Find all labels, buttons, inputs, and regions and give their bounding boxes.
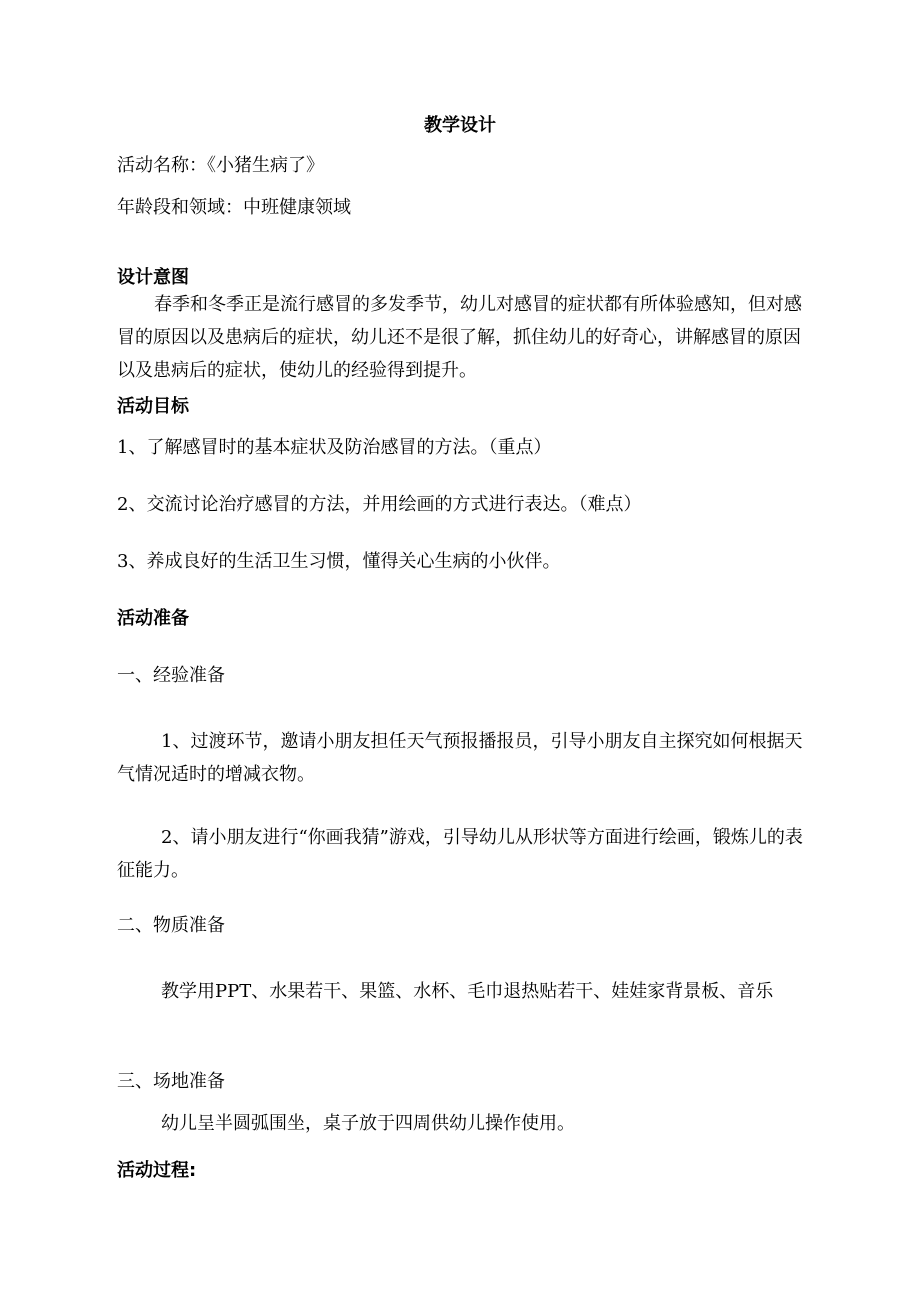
goal-item: 1、了解感冒时的基本症状及防治感冒的方法。（重点） [117, 437, 552, 458]
experience-heading: 一、经验准备 [117, 665, 225, 686]
experience-item: 1、过渡环节，邀请小朋友担任天气预报播报员，引导小朋友自主探究如何根据天气情况适时的增减衣物。 [117, 731, 803, 785]
goal-item: 3、养成良好的生活卫生习惯，懂得关心生病的小伙伴。 [117, 551, 561, 572]
goal-item: 2、交流讨论治疗感冒的方法，并用绘画的方式进行表达。（难点） [117, 494, 642, 515]
experience-item: 2、请小朋友进行“你画我猜”游戏，引导幼儿从形状等方面进行绘画，锻炼儿的表征能力。 [117, 827, 803, 881]
design-intent-body: 春季和冬季正是流行感冒的多发季节，幼儿对感冒的症状都有所体验感知，但对感冒的原因以及患病后的症状，幼儿还不是很了解，抓住幼儿的好奇心，讲解感冒的原因以及患病后的症状，使幼儿的经验得到提升。 [117, 294, 802, 381]
venue-heading: 三、场地准备 [117, 1071, 225, 1092]
doc-title: 教学设计 [424, 115, 496, 136]
material-body: 教学用PPT、水果若干、果篮、水杯、毛巾退热贴若干、娃娃家背景板、音乐 [161, 981, 774, 1002]
process-heading: 活动过程: [117, 1160, 197, 1181]
preparation-heading: 活动准备 [117, 608, 189, 629]
activity-name: 活动名称：《小猪生病了》 [117, 155, 324, 176]
design-intent-heading: 设计意图 [117, 267, 189, 288]
goals-heading: 活动目标 [117, 396, 189, 417]
venue-body: 幼儿呈半圆弧围坐，桌子放于四周供幼儿操作使用。 [161, 1113, 575, 1134]
age-domain: 年龄段和领域：中班健康领域 [117, 197, 351, 218]
material-heading: 二、物质准备 [117, 915, 225, 936]
